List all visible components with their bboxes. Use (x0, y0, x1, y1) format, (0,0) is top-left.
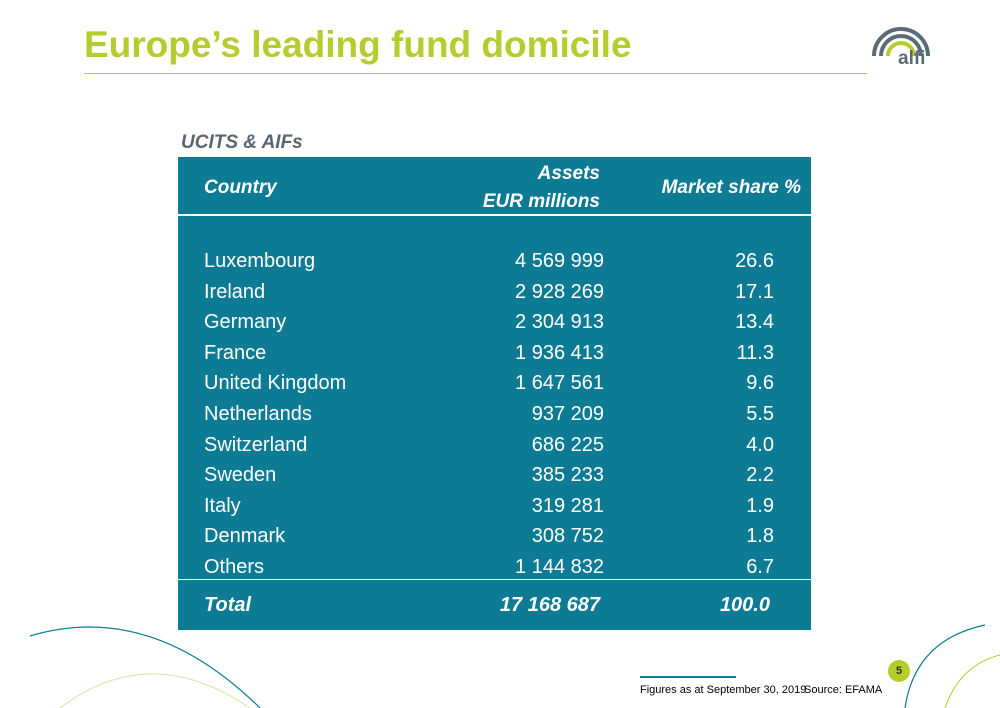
header-assets-line1: Assets (537, 163, 600, 184)
row-assets: 1 647 561 (515, 372, 604, 395)
row-country: Sweden (204, 464, 277, 487)
total-label: Total (204, 594, 252, 616)
row-share: 17.1 (735, 280, 774, 303)
row-assets: 1 936 413 (515, 341, 604, 364)
table-row (178, 430, 811, 461)
row-assets: 937 209 (531, 402, 604, 425)
row-country: Switzerland (204, 433, 308, 456)
table-row (178, 521, 811, 552)
row-country: France (204, 341, 267, 364)
total-divider (178, 579, 811, 580)
page-number: 5 (888, 660, 910, 682)
footer-note: Figures as at September 30, 2019 (640, 684, 807, 696)
row-assets: 319 281 (531, 494, 604, 517)
total-share: 100.0 (719, 594, 770, 616)
row-share: 13.4 (735, 311, 774, 334)
logo-text: alfi (898, 48, 926, 69)
row-share: 1.9 (746, 494, 774, 517)
row-assets: 308 752 (531, 525, 604, 548)
total-assets: 17 168 687 (499, 594, 600, 616)
row-assets: 385 233 (531, 464, 604, 487)
header-market-share: Market share % (661, 177, 801, 198)
row-country: Others (204, 555, 265, 578)
row-country: Germany (204, 311, 287, 334)
row-share: 1.8 (746, 525, 774, 548)
row-country: United Kingdom (204, 372, 347, 395)
row-country: Denmark (204, 525, 286, 548)
total-row (178, 590, 811, 620)
header-assets-line2: EUR millions (482, 191, 600, 212)
table-row (178, 338, 811, 369)
row-share: 5.5 (746, 402, 774, 425)
table-row (178, 491, 811, 522)
table-row (178, 399, 811, 430)
footer-rule (640, 676, 736, 678)
row-assets: 2 304 913 (515, 311, 604, 334)
row-share: 4.0 (746, 433, 774, 456)
row-assets: 2 928 269 (515, 280, 604, 303)
row-share: 11.3 (736, 341, 774, 364)
row-country: Luxembourg (204, 250, 316, 272)
header-assets (483, 160, 600, 216)
row-country: Italy (204, 494, 241, 517)
table-row (178, 246, 811, 277)
table-row (178, 307, 811, 338)
row-share: 2.2 (746, 464, 774, 487)
row-country: Netherlands (204, 402, 312, 425)
header-country: Country (204, 177, 277, 198)
title-underline (84, 73, 867, 74)
page-title: Europe’s leading fund domicile (84, 24, 632, 65)
row-share: 6.7 (746, 555, 774, 578)
row-assets: 4 569 999 (515, 250, 604, 272)
table-subtitle: UCITS & AIFs (181, 132, 303, 153)
footer-source: Source: EFAMA (804, 684, 883, 696)
row-share: 26.6 (735, 250, 774, 272)
table-row (178, 368, 811, 399)
row-assets: 1 144 832 (515, 555, 604, 578)
row-country: Ireland (204, 280, 266, 303)
row-share: 9.6 (746, 372, 774, 395)
table-row (178, 552, 811, 583)
header-divider (178, 214, 811, 216)
table-row (178, 460, 811, 491)
row-assets: 686 225 (531, 433, 604, 456)
table-body (178, 246, 811, 583)
table-row (178, 277, 811, 308)
domicile-table (178, 157, 811, 630)
